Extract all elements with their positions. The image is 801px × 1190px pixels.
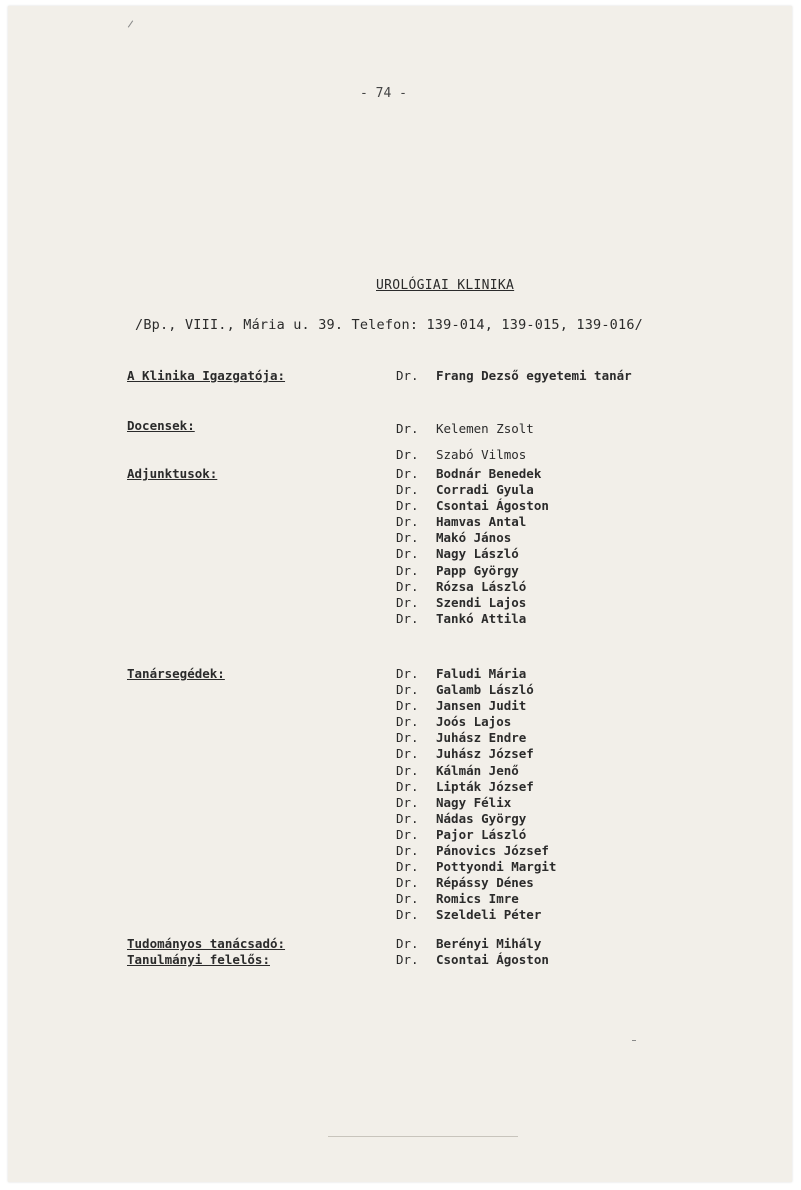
page-title: UROLÓGIAI KLINIKA xyxy=(376,278,515,293)
adjunct-title: Dr. xyxy=(396,594,419,610)
assistant-title: Dr. xyxy=(396,746,419,762)
adjunct-name: Nagy László xyxy=(436,546,519,562)
assistant-name: Pánovics József xyxy=(436,843,549,859)
document-page xyxy=(8,6,792,1182)
list-item xyxy=(396,579,549,595)
assistant-name: Répássy Dénes xyxy=(436,875,534,891)
adjunct-name: Papp György xyxy=(436,562,519,578)
adjunct-title: Dr. xyxy=(396,530,419,546)
list-item xyxy=(396,514,549,530)
assistant-title: Dr. xyxy=(396,762,419,778)
list-item xyxy=(396,611,549,627)
page-number: - 74 - xyxy=(360,86,407,101)
assistant-name: Nagy Félix xyxy=(436,794,512,810)
assistant-title: Dr. xyxy=(396,666,419,681)
docent-title: Dr. xyxy=(396,421,419,436)
scan-speck xyxy=(632,1040,636,1041)
studies-title: Dr. xyxy=(396,952,419,967)
assistant-title: Dr. xyxy=(396,891,419,907)
list-item xyxy=(396,698,556,714)
adjunct-title: Dr. xyxy=(396,610,419,626)
list-item xyxy=(396,746,556,762)
docent-title: Dr. xyxy=(396,447,419,462)
adjuncts-label: Adjunktusok: xyxy=(127,466,218,481)
assistant-title: Dr. xyxy=(396,826,419,842)
assistant-title: Dr. xyxy=(396,794,419,810)
assistants-list xyxy=(396,666,556,924)
docent-name: Szabó Vilmos xyxy=(436,447,527,462)
director-label: A Klinika Igazgatója: xyxy=(127,368,286,383)
adjunct-title: Dr. xyxy=(396,562,419,578)
list-item xyxy=(396,843,556,859)
director-title: Dr. xyxy=(396,368,419,383)
adjunct-name: Corradi Gyula xyxy=(436,482,534,498)
adjunct-title: Dr. xyxy=(396,514,419,530)
adjunct-title: Dr. xyxy=(396,578,419,594)
docents-list xyxy=(396,416,534,468)
director-entry xyxy=(396,368,632,383)
list-item xyxy=(396,827,556,843)
advisor-title: Dr. xyxy=(396,936,419,951)
assistant-name: Joós Lajos xyxy=(436,714,512,730)
list-item xyxy=(396,666,556,682)
list-item xyxy=(396,682,556,698)
list-item xyxy=(396,714,556,730)
adjunct-name: Tankó Attila xyxy=(436,610,527,626)
assistant-name: Juhász József xyxy=(436,746,534,762)
assistant-title: Dr. xyxy=(396,698,419,714)
list-item xyxy=(396,595,549,611)
adjunct-name: Bodnár Benedek xyxy=(436,466,542,481)
assistant-title: Dr. xyxy=(396,682,419,698)
list-item xyxy=(396,730,556,746)
assistant-title: Dr. xyxy=(396,859,419,875)
assistant-name: Lipták József xyxy=(436,778,534,794)
list-item xyxy=(396,779,556,795)
list-item xyxy=(396,530,549,546)
adjunct-name: Szendi Lajos xyxy=(436,594,527,610)
adjunct-title: Dr. xyxy=(396,546,419,562)
assistant-name: Faludi Mária xyxy=(436,666,527,681)
list-item xyxy=(396,811,556,827)
assistant-name: Romics Imre xyxy=(436,891,519,907)
address-line: /Bp., VIII., Mária u. 39. Telefon: 139-014, 139-015, 139-016/ xyxy=(135,317,643,333)
adjunct-title: Dr. xyxy=(396,498,419,514)
list-item xyxy=(396,907,556,923)
advisor-entry xyxy=(396,936,541,951)
studies-name: Csontai Ágoston xyxy=(436,952,549,967)
adjunct-name: Makó János xyxy=(436,530,512,546)
assistant-title: Dr. xyxy=(396,875,419,891)
adjuncts-list xyxy=(396,466,549,627)
advisor-name: Berényi Mihály xyxy=(436,936,542,951)
list-item xyxy=(396,891,556,907)
adjunct-name: Rózsa László xyxy=(436,578,527,594)
adjunct-title: Dr. xyxy=(396,482,419,498)
list-item xyxy=(396,875,556,891)
assistant-title: Dr. xyxy=(396,714,419,730)
director-name: Frang Dezső egyetemi tanár xyxy=(436,368,632,383)
advisor-label: Tudományos tanácsadó: xyxy=(127,936,286,951)
assistant-name: Juhász Endre xyxy=(436,730,527,746)
assistant-title: Dr. xyxy=(396,843,419,859)
list-item xyxy=(396,563,549,579)
docents-label: Docensek: xyxy=(127,418,195,433)
assistant-name: Jansen Judit xyxy=(436,698,527,714)
assistant-title: Dr. xyxy=(396,907,419,923)
assistant-name: Kálmán Jenő xyxy=(436,762,519,778)
list-item xyxy=(396,498,549,514)
adjunct-name: Hamvas Antal xyxy=(436,514,527,530)
adjunct-title: Dr. xyxy=(396,466,419,481)
assistant-title: Dr. xyxy=(396,778,419,794)
list-item xyxy=(396,416,534,442)
scan-speck xyxy=(128,20,133,27)
list-item xyxy=(396,859,556,875)
studies-label: Tanulmányi felelős: xyxy=(127,952,270,967)
assistant-name: Galamb László xyxy=(436,682,534,698)
assistant-name: Pajor László xyxy=(436,826,527,842)
list-item xyxy=(396,763,556,779)
list-item xyxy=(396,466,549,482)
scan-line xyxy=(328,1136,518,1137)
list-item xyxy=(396,482,549,498)
assistant-name: Nádas György xyxy=(436,810,527,826)
assistant-title: Dr. xyxy=(396,810,419,826)
list-item xyxy=(396,795,556,811)
assistant-name: Pottyondi Margit xyxy=(436,859,557,875)
docent-name: Kelemen Zsolt xyxy=(436,421,534,436)
adjunct-name: Csontai Ágoston xyxy=(436,498,549,514)
assistant-name: Szeldeli Péter xyxy=(436,907,542,923)
list-item xyxy=(396,546,549,562)
list-item xyxy=(396,442,534,468)
assistants-label: Tanársegédek: xyxy=(127,666,225,681)
assistant-title: Dr. xyxy=(396,730,419,746)
studies-entry xyxy=(396,952,549,967)
